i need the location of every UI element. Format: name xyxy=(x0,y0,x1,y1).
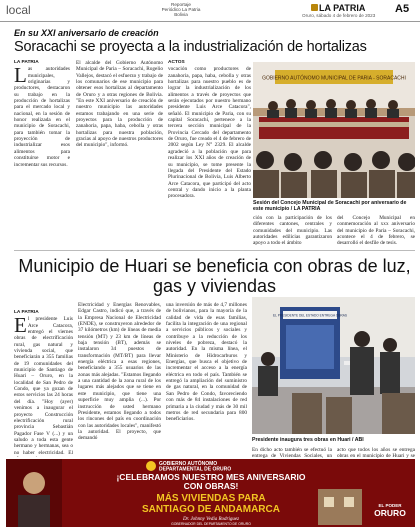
issue-date: Oruro, sábado 4 de febrero de 2023 xyxy=(302,13,376,18)
article2-column-3: una inversión de más de 4,7 millones de bolivianos, para la mayoría de la calidad de vida de esas familias, facilita la integración de una regional a servicios públicos y sociales y contribuye a la reducción de los niveles de pobreza, destacó la autoridad. En la misma línea, el Ministerio de Hidrocarburos y Energías, que busca el objetivo de incrementar el acceso a la energía eléctrica en todo el país. También se entregó la ampliación del suministro de gas natural, en la comunidad de San Pedro de Condo, favoreciendo con más de 84 instalaciones de red primaria a la ciudad y más de 30 mil metros de red secundaria para 800 beneficiarios. xyxy=(166,302,247,423)
article2-photo-caption: Presidente inaugura tres obras en Huari / ABI xyxy=(252,437,364,443)
article1-subhead: ACTOS xyxy=(168,60,185,65)
article2-column-4: En dicho acto también se efectuó la entrega de Viviendas Sociales, un xyxy=(252,447,332,459)
article2-col1-text: l presidente Luis Arce Catacora, entregó el viernes obras de electrificación rural, gas natural y vivienda social, que beneficiarán a 355 familias de 19 comunidades del municipio de Santiago de Huari – Oruro, en la localidad de San Pedro de Condo, que ya gozan de estos servicios las 24 horas del día. "Hoy (ayer) venimos a inaugurar el proyecto Construcción electrificación rural provincia Sebastián Pagador Fase V (...) y un saludo a toda esta gente hermano y hermanas, sea o no haber electricidad. El xyxy=(14,316,73,456)
article1-headline: Soracachi se proyecta a la industrialización de hortalizas xyxy=(14,39,367,55)
ad-promo-line-2: SANTIAGO DE ANDAMARCA xyxy=(142,504,280,515)
ad-org-line-2: DEPARTAMENTAL DE ORURO xyxy=(159,466,232,473)
page-header xyxy=(0,0,420,22)
ad-tagline-big: ORURO xyxy=(374,508,406,518)
article1-column-6: del Concejo Municipal en conmemoración al xxx aniversario del municipio de Paria – Soracachi, acontece el 4 de febrero, se desarrolló el desfile de tesis. xyxy=(337,215,415,245)
publisher-line-2: Periódico La Patria Bolivia xyxy=(161,7,201,18)
inauguration-photo xyxy=(252,297,415,434)
ad-signature-title: GOBERNADOR DEL DEPARTAMENTO DE ORURO xyxy=(171,522,251,526)
brand-logo-icon xyxy=(311,4,318,11)
ad-org-line-1: GOBIERNO AUTÓNOMO xyxy=(159,461,218,467)
council-session-photo xyxy=(253,62,415,198)
ad-headline-line-2: CON OBRAS! xyxy=(183,481,239,491)
article2-column-1 xyxy=(14,310,73,457)
article1-column-2: El alcalde del Gobierno Autónomo Municipal de Paria – Soracachi, Rogelio Vallejos, destacó el esfuerzo y trabajo de los comunarios de ese municipio para obtener esos hortalizas al departamento de Oruro y a otras regiones de Bolivia. "En este XXI aniversario de creación de nuestro municipio las autoridades estamos trabajando en una serie de proyectos para la producción de zanahoria, papa, haba, cebolla y otras hortalizas para nuestra población, gracias al apoyo de nuestros productores del municipio", informó. xyxy=(76,60,163,149)
article-divider xyxy=(14,250,415,251)
drop-cap: E xyxy=(14,313,27,338)
shield-icon xyxy=(146,461,156,471)
ad-signature: Dr. Johnny Vedia Rodriguez xyxy=(182,517,240,522)
brand-name: LA PATRIA xyxy=(319,3,366,13)
ad-promo-line-1: MÁS VIVIENDAS PARA xyxy=(156,493,266,504)
article1-column-1 xyxy=(14,60,70,245)
ad-tagline-small: EL PODER xyxy=(378,503,402,508)
ad-headline-line-1: ¡CELEBRAMOS NUESTRO MES ANIVERSARIO xyxy=(116,472,306,482)
article2-column-2: Electricidad y Energías Renovables, Edgar Castro, indicó que, a través de la Empresa Nacional de Electricidad (ENDE), se construyeron alrededor de 37 kilómetros (km) de líneas de media tensión (MT) y 23 km de líneas de baja tensión (BT), además se instalaron 34 puestos de transformación (MT/BT) para llevar energía eléctrica a esas regiones, beneficiando a 355 usuarios de las zonas más alejadas. "Estamos llegando a una cantidad de la zona rural de los lugares más alejados que se tiene en este municipio, que tiene una superficie muy amplia (...). Por instrucción de usted hermano Presidente, estamos llegando a todos los rincones del país en coordinación con las autoridades locales", manifestó la autoridad. El proyecto, que demandó xyxy=(78,302,161,442)
page-number: A5 xyxy=(395,3,410,15)
article2-headline: Municipio de Huari se beneficia con obras de luz, gas y viviendas xyxy=(18,256,411,296)
article1-col3-text: vocación como productores de zanahoria, papa, haba, cebolla y otras hortalizas para nuestro pueblo es de lograr la industrialización de los alimentos a través de proyectos que serán ejecutados por nuestro hermano presidente Luis Arce Catacora", señaló. El municipio de Paria, con su capital Soracachi, pertenece a la tercera sección municipal de la Provincia Cercado del departamento de Oruro, fue creado el 4 de febrero de 2002 según Ley N° 2329. El alcalde agradeció a la población que para realizar los XXI años de creación de su municipio, se tome presente la llegada del Presidente del Estado Plurinacional de Bolivia, Luis Alberto Arce Catacora, que participó del acto central y dando inicio a la planta procesadora. xyxy=(168,66,251,200)
article1-byline: LA PATRIA xyxy=(14,60,39,65)
publisher-line-1: Reportaje xyxy=(171,2,191,7)
ad-graphic xyxy=(6,459,415,527)
publisher-info xyxy=(160,2,202,18)
article2-column-5: acto que todos los años se entrega obras en el municipio de Huari y se xyxy=(337,447,415,459)
photo-banner-text: GOBIERNO AUTÓNOMO MUNICIPAL DE PARIA - SORACACHI xyxy=(262,75,406,82)
advertisement-banner xyxy=(6,459,415,527)
article1-column-5: ción con la participación de los diferentes cantones, centrales y comunidades del municipio. Las autoridades edilicias garantizaron apoyo a todo el ámbito xyxy=(253,215,332,245)
article2-photo xyxy=(252,297,415,434)
section-label: local xyxy=(6,3,31,17)
article1-column-3 xyxy=(168,60,251,245)
photo-banner-text: EL PRESIDENTE DEL ESTADO ENTREGA OBRAS xyxy=(273,313,347,318)
article1-photo-caption: Sesión del Concejo Municipal de Soracachi por aniversario de este municipio / LA PATRIA xyxy=(253,200,407,212)
article1-col1-text: as autoridades municipales, originarias y productores, destacaron su trabajo en la producción de hortalizas para el mercado local y nacional, en la sesión de honor realizada en el municipio de Soracachi, para también tomar la proyección de industrializar esos alimentos para constituirse motor e incrementar sus recursos. xyxy=(14,66,70,168)
article2-byline: LA PATRIA xyxy=(14,310,39,315)
article1-kicker: En su XXI aniversario de creación xyxy=(14,28,159,38)
drop-cap: L xyxy=(14,63,27,88)
article1-photo xyxy=(253,62,415,198)
